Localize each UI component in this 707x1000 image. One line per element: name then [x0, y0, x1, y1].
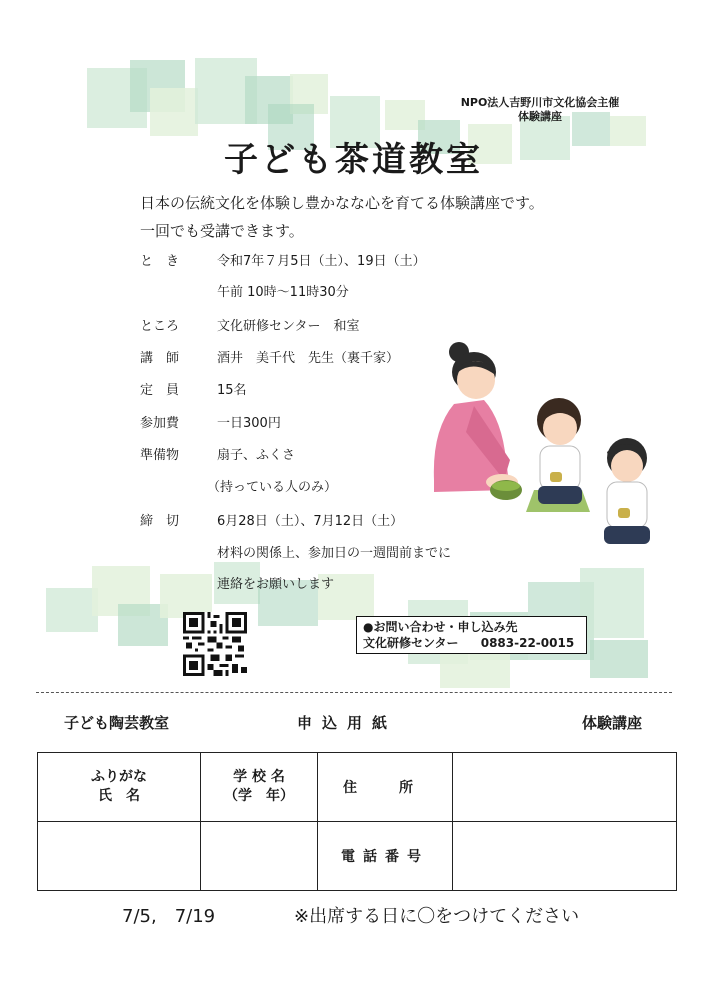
boy-figure [604, 438, 650, 544]
form-course-title: 子ども陶芸教室 [64, 714, 170, 732]
deco-square [150, 88, 198, 136]
detail-value: 一日300円 [217, 416, 281, 431]
phone-input-cell[interactable] [453, 822, 677, 891]
detail-label: 準備物 [140, 448, 180, 463]
contact-detail [363, 635, 580, 651]
teacher-figure [434, 342, 522, 500]
school-label: 学 校 名 [233, 769, 285, 785]
furigana-label: ふりがな [91, 769, 147, 785]
attendance-note: ※出席する日に〇をつけてください [294, 906, 580, 927]
detail-label: 講 師 [140, 351, 180, 366]
intro-line: 一回でも受講できます。 [140, 222, 304, 240]
page-title: 子ども茶道教室 [224, 140, 483, 180]
detail-label: 参加費 [140, 416, 180, 431]
cut-line [36, 692, 672, 693]
detail-label: 締 切 [140, 514, 180, 529]
detail-value: 扇子、ふくさ [217, 448, 296, 463]
tea-ceremony-illustration [414, 340, 664, 570]
organizer-line: NPO法人吉野川市文化協会主催 [460, 96, 620, 109]
address-input-cell[interactable] [453, 753, 677, 822]
grade-label: （学 年） [224, 788, 294, 804]
address-label-cell [318, 753, 453, 822]
detail-deadline-note: 連絡をお願いします [217, 577, 335, 592]
application-form-table [37, 752, 677, 891]
detail-deadline-note: 材料の関係上、参加日の一週間前までに [217, 546, 452, 561]
detail-items-note: （持っている人のみ） [207, 480, 338, 495]
detail-time: 午前 10時～11時30分 [217, 285, 349, 300]
name-input-cell[interactable] [38, 822, 201, 891]
contact-phone[interactable]: 0883-22-0015 [480, 636, 575, 650]
contact-org: 文化研修センター [363, 636, 459, 650]
name-label: 氏 名 [98, 788, 140, 804]
detail-label: と き [140, 254, 180, 269]
detail-label: ところ [140, 319, 180, 334]
qr-code[interactable] [183, 612, 247, 676]
detail-value: 文化研修センター 和室 [217, 319, 360, 334]
contact-heading: ●お問い合わせ・申し込み先 [363, 620, 518, 634]
name-label-cell [38, 753, 201, 822]
attendance-footer [122, 902, 580, 928]
detail-value: 15名 [217, 383, 247, 398]
school-label-cell [201, 753, 318, 822]
organizer-credit [450, 96, 630, 124]
intro-line: 日本の伝統文化を体験し豊かなな心を育てる体験講座です。 [140, 194, 544, 212]
deco-square [46, 588, 98, 632]
detail-value: 酒井 美千代 先生（裏千家） [217, 351, 400, 366]
detail-label: 定 員 [140, 383, 180, 398]
contact-box [356, 616, 587, 654]
detail-value: 6月28日（土）、7月12日（土） [217, 514, 404, 529]
deco-square [440, 652, 510, 688]
girl-figure [526, 398, 590, 512]
deco-square [580, 568, 644, 638]
address-label: 住 所 [343, 780, 427, 796]
form-type-label: 体験講座 [582, 714, 643, 732]
attendance-dates[interactable]: 7/5, 7/19 [122, 906, 216, 927]
deco-square [590, 640, 648, 678]
organizer-subline: 体験講座 [518, 110, 562, 123]
detail-value: 令和7年７月5日（土）、19日（土） [217, 254, 426, 269]
form-title: 申込用紙 [297, 714, 398, 732]
phone-label: 電話番号 [341, 849, 429, 865]
school-input-cell[interactable] [201, 822, 318, 891]
phone-label-cell [318, 822, 453, 891]
